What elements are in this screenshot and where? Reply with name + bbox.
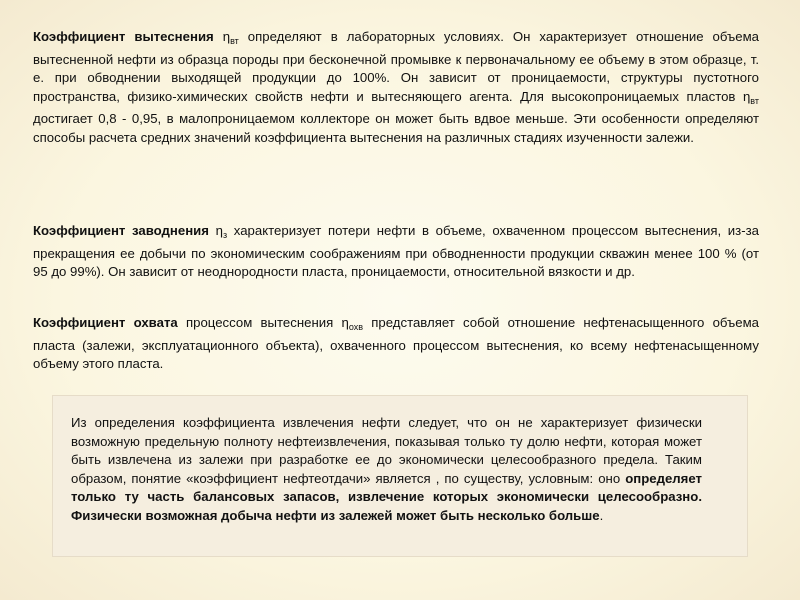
paragraph-text: процессом вытеснения (177, 315, 342, 330)
paragraph-text: характеризует потери нефти в объеме, охваченном процессом вытеснения, из-за прекращения ее добычи по экономическим соображениям при обводненности продукции скважин менее 100 % (от 95 до 99%). Он зависит от неоднородности пласта, проницаемости, относительной вязкости и др. (33, 223, 759, 280)
symbol-eta: η (742, 88, 751, 104)
note-bold-text: определяет только ту часть балансовых запасов, извлечение которых экономически целесообразно. Физически возможная добыча нефти из залежей может быть несколько больше (71, 470, 702, 523)
paragraph-displacement-coefficient (33, 28, 759, 148)
term-displacement: Коэффициент вытеснения (33, 29, 214, 44)
symbol-eta: η (222, 29, 231, 44)
note-text (71, 414, 702, 526)
symbol-subscript: вт (230, 36, 239, 46)
symbol-subscript: вт (750, 95, 759, 106)
symbol-subscript: охв (348, 322, 364, 332)
note-text-b: . (599, 507, 604, 523)
symbol-eta: η (215, 223, 223, 238)
term-flooding: Коэффициент заводнения (33, 223, 209, 238)
symbol-subscript: з (222, 230, 228, 240)
paragraph-flooding-coefficient (33, 222, 759, 282)
paragraph-text: представляет собой отношение нефтенасыщенного объема пласта (залежи, эксплуатационного объекта), охваченного процессом вытеснения, ко всему нефтенасыщенному объему этого пласта. (33, 315, 759, 372)
paragraph-text: определяют в лабораторных условиях. Он характеризует отношение объема вытесненной нефти из образца породы при бесконечной промывке к первоначальному ее объему в этом образце, т. е. при обводнении выходящей продукции до 100%. Он зависит от проницаемости, структуры пустотного пространства, физико-химических свойств нефти и вытесняющего агента. Для высокопроницаемых пластов (33, 29, 759, 104)
paragraph-sweep-coefficient (33, 314, 759, 374)
paragraph-text: достигает 0,8 - 0,95, в малопроницаемом коллекторе он может быть вдвое меньше. Эти особенности определяют способы расчета средних значений коэффициента вытеснения на различных стадиях изученности залежи. (33, 111, 759, 145)
term-sweep: Коэффициент охвата (33, 315, 178, 330)
symbol-eta: η (341, 315, 349, 330)
note-text-a: Из определения коэффициента извлечения нефти следует, что он не характеризует физически возможную предельную полноту нефтеизвлечения, показывая только ту долю нефти, которая может быть извлечена из залежи при разработке ее до экономически целесообразного предела. Таким образом, понятие «коэффициент нефтеотдачи» является , по существу, условным: оно (71, 415, 702, 486)
note-box (52, 395, 748, 557)
